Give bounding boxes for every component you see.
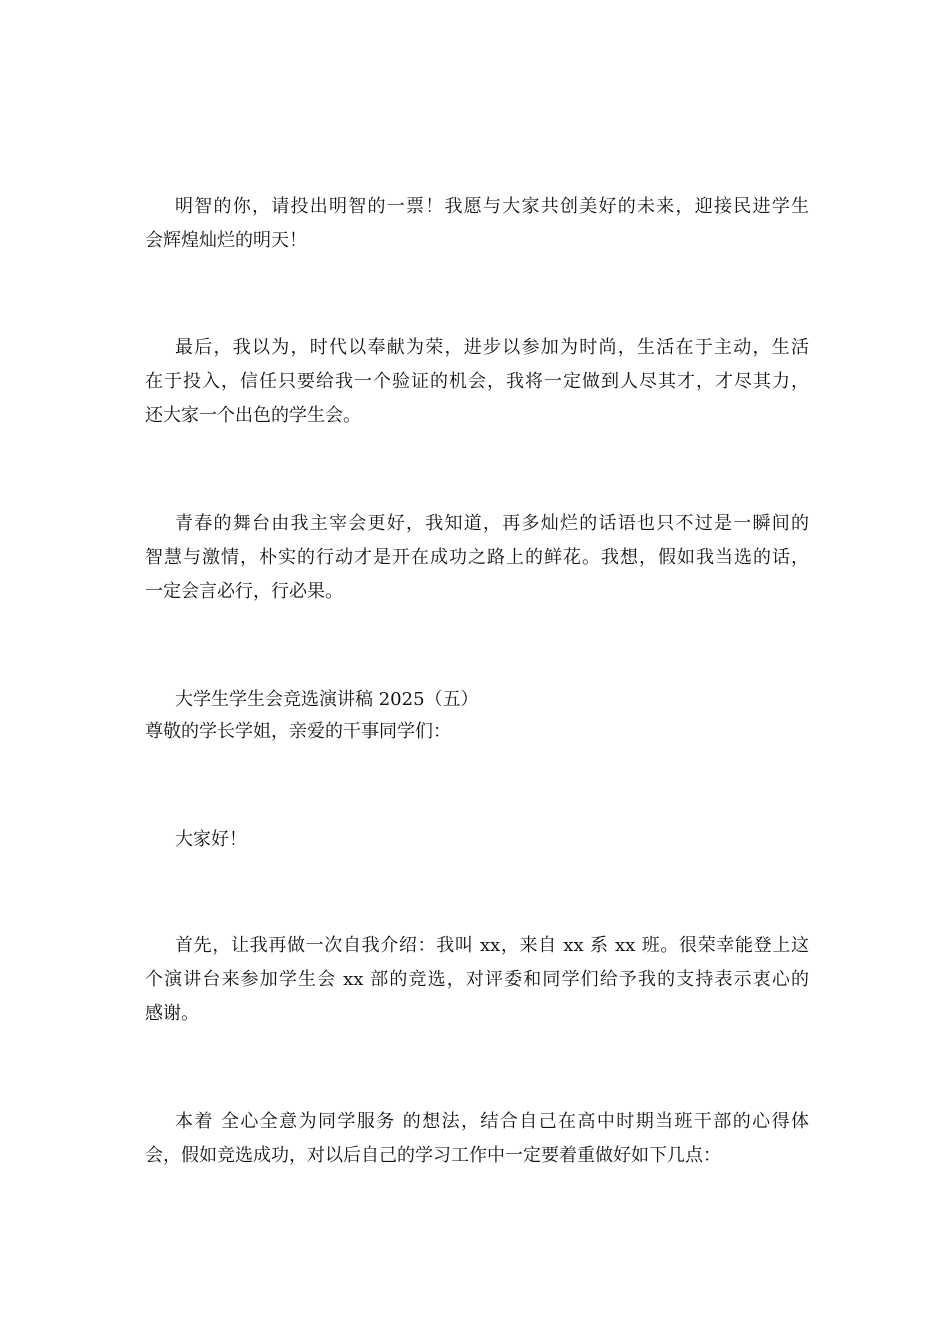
paragraph-line: 会，假如竞选成功，对以后自己的学习工作中一定要着重做好如下几点： — [145, 1145, 721, 1166]
paragraph-self-introduction — [145, 929, 809, 1031]
paragraph-vote-appeal — [145, 190, 809, 258]
paragraph-line: 在于投入，信任只要给我一个验证的机会，我将一定做到人尽其才，才尽其力， — [145, 371, 809, 392]
paragraph-line: 本着 全心全意为同学服务 的想法，结合自己在高中时期当班干部的心得体 — [175, 1111, 809, 1132]
paragraph-line: 智慧与激情，朴实的行动才是开在成功之路上的鲜花。我想，假如我当选的话， — [145, 547, 809, 568]
speech-title: 大学生学生会竞选演讲稿 2025（五） — [175, 689, 479, 710]
paragraph-line: 最后，我以为，时代以奉献为荣，进步以参加为时尚，生活在于主动，生活 — [175, 337, 809, 358]
paragraph-line: 还大家一个出色的学生会。 — [145, 405, 361, 426]
paragraph-conclusion — [145, 331, 809, 433]
paragraph-line: 首先，让我再做一次自我介绍：我叫 xx，来自 xx 系 xx 班。很荣幸能登上这 — [175, 935, 809, 956]
paragraph-line: 个演讲台来参加学生会 xx 部的竞选，对评委和同学们给予我的支持表示衷心的 — [145, 969, 809, 990]
paragraph-greeting — [145, 823, 809, 857]
salutation: 尊敬的学长学姐，亲爱的干事同学们： — [145, 721, 451, 742]
paragraph-line: 大家好！ — [175, 829, 247, 850]
paragraph-line: 感谢。 — [145, 1003, 199, 1024]
speech-heading-block — [145, 684, 809, 748]
paragraph-line: 一定会言必行，行必果。 — [145, 581, 343, 602]
paragraph-youth-stage — [145, 507, 809, 609]
paragraph-service-commitment — [145, 1105, 809, 1173]
paragraph-line: 青春的舞台由我主宰会更好，我知道，再多灿烂的话语也只不过是一瞬间的 — [175, 513, 809, 534]
paragraph-line: 明智的你，请投出明智的一票！我愿与大家共创美好的未来，迎接民进学生 — [175, 196, 809, 217]
paragraph-line: 会辉煌灿烂的明天！ — [145, 230, 307, 251]
